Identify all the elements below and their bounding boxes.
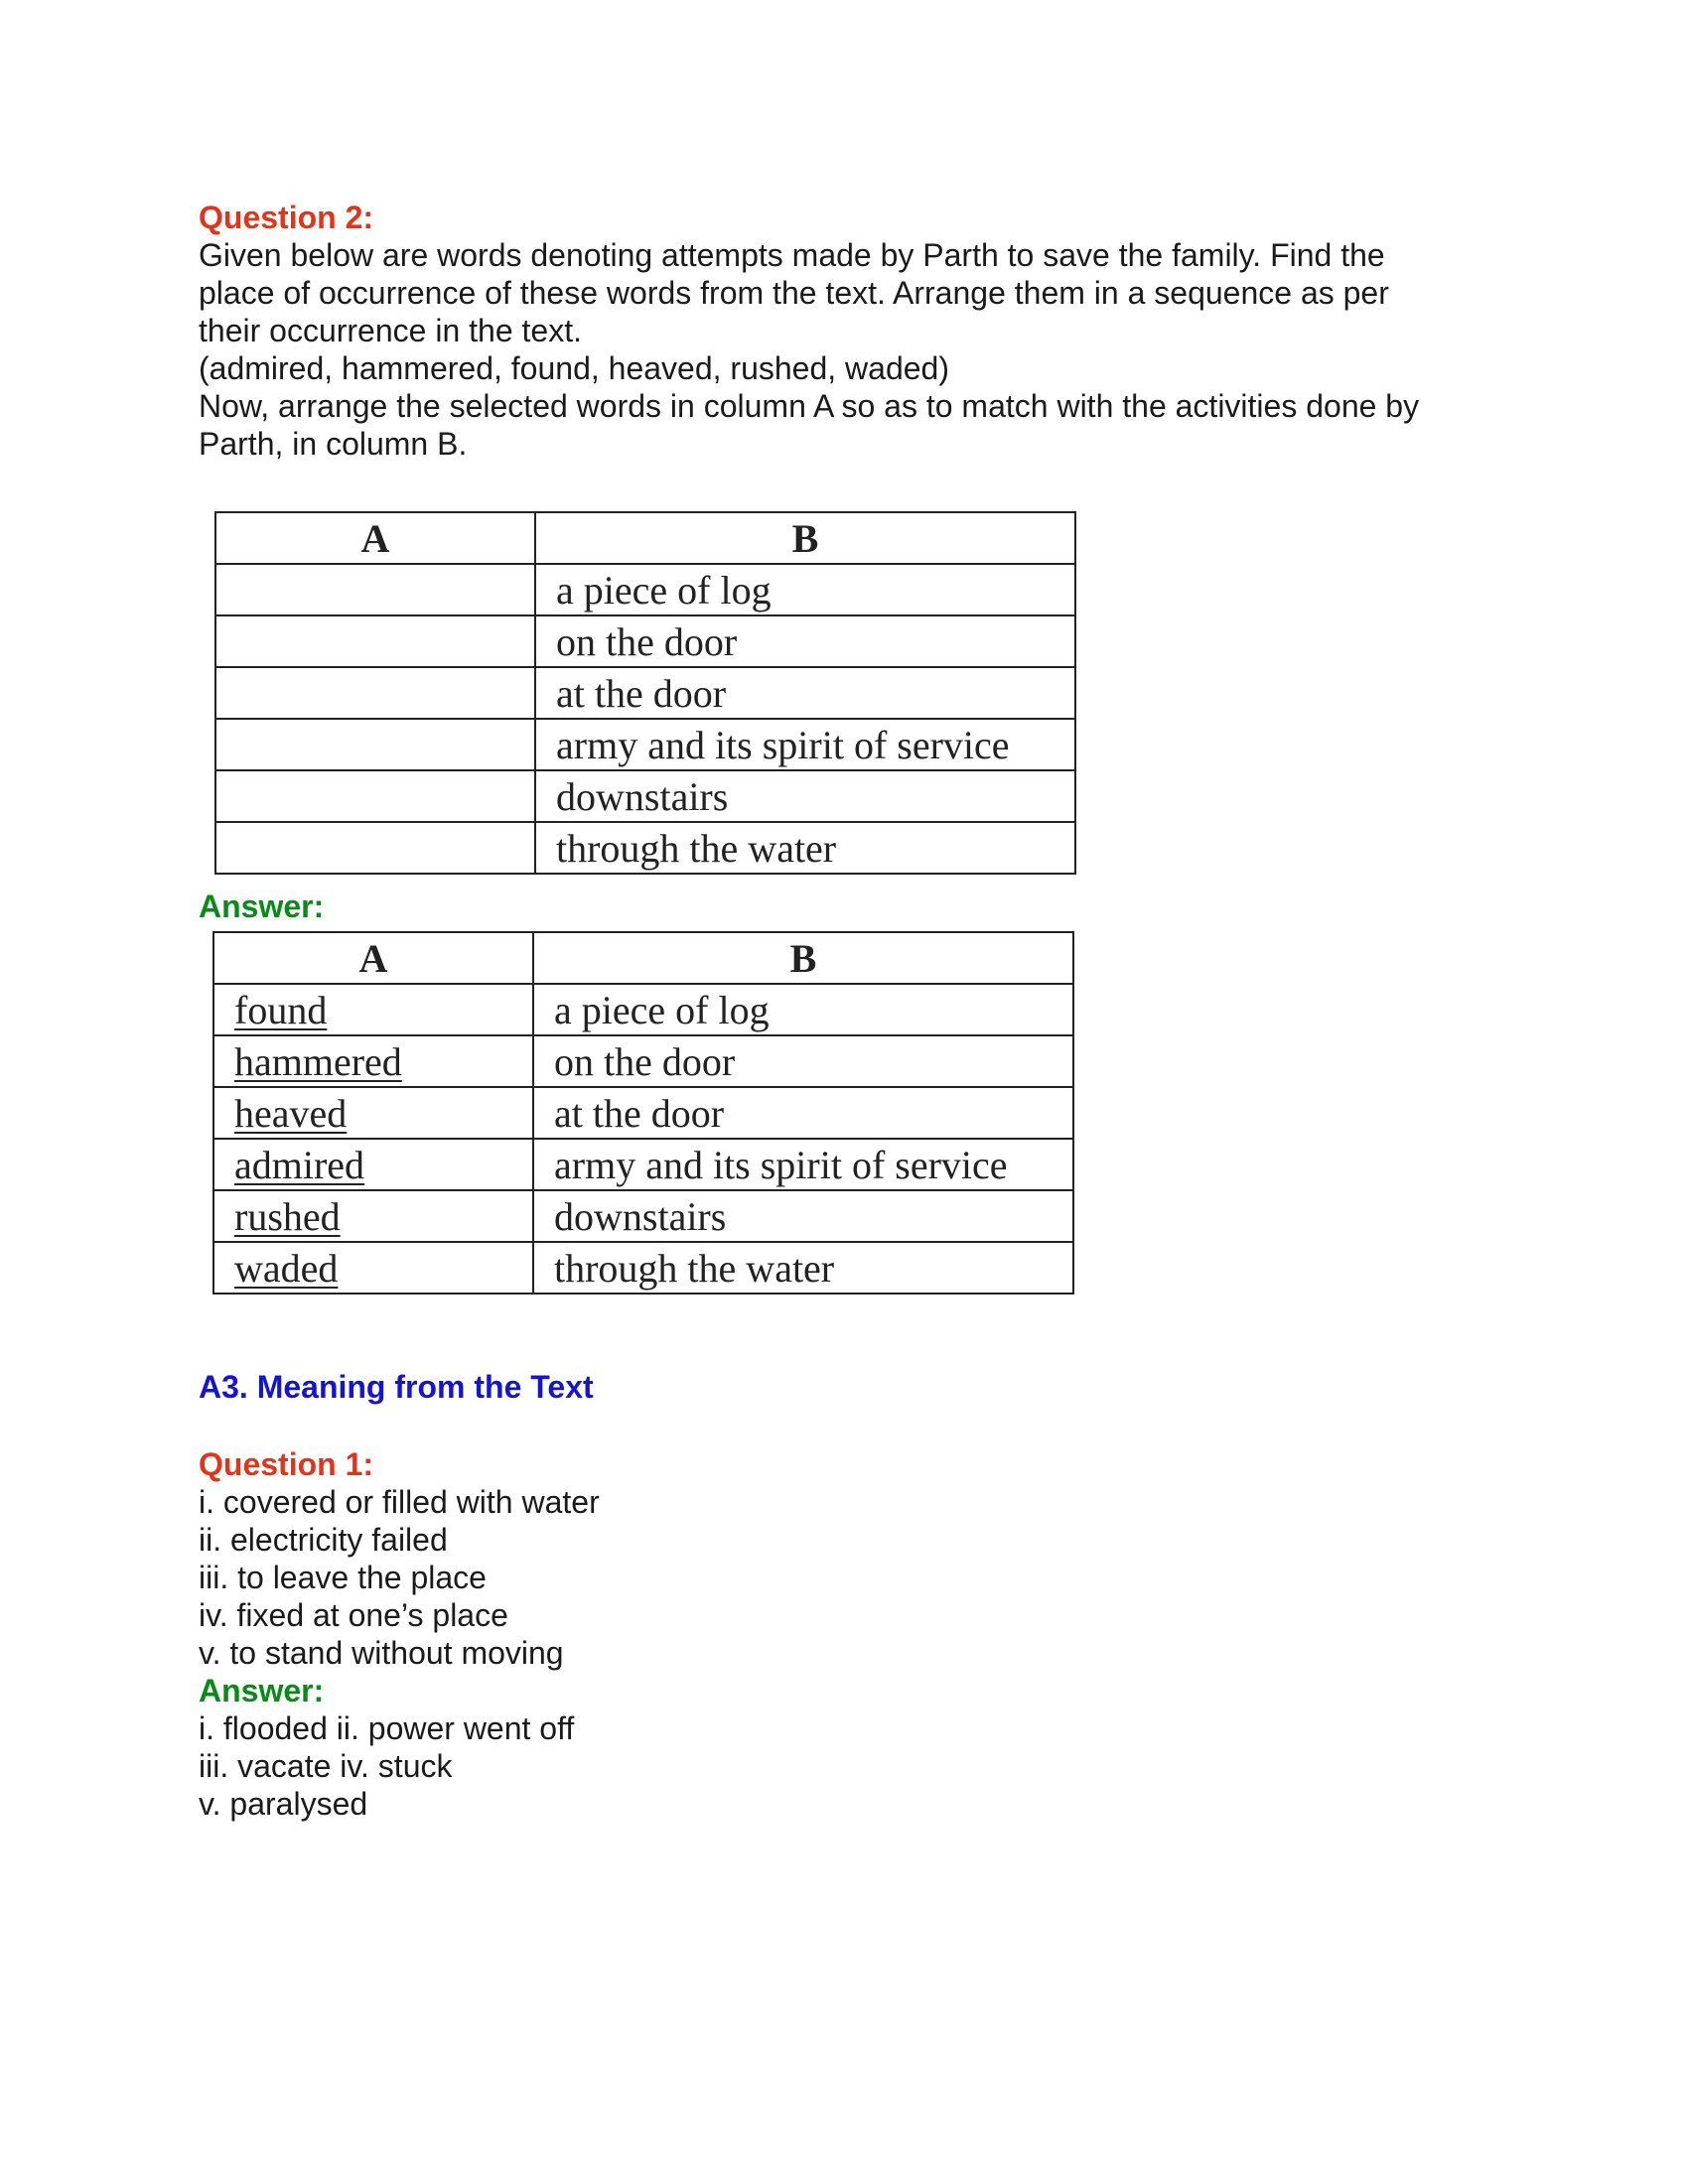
- column-b-cell: through the water: [535, 822, 1075, 874]
- table-row: [213, 984, 1073, 1035]
- column-b-cell: on the door: [533, 1035, 1073, 1087]
- question-2-line: Given below are words denoting attempts made by Parth to save the family. Find the: [199, 237, 1385, 273]
- document-page: [199, 199, 1509, 463]
- answer-word: found: [234, 987, 328, 1032]
- table-row: [215, 719, 1075, 770]
- column-b-cell: through the water: [533, 1242, 1073, 1294]
- question-1-answer-line: iii. vacate iv. stuck: [199, 1748, 453, 1784]
- question-1-item: v. to stand without moving: [199, 1635, 564, 1671]
- column-b-cell: at the door: [535, 667, 1075, 719]
- table-row: [215, 770, 1075, 822]
- table-row: [215, 564, 1075, 615]
- blank-cell: [215, 564, 535, 615]
- column-a-header: A: [213, 932, 533, 984]
- table-row: [213, 1035, 1073, 1087]
- answer-word: heaved: [234, 1090, 348, 1136]
- table-header-row: [215, 512, 1075, 564]
- answer-word: hammered: [234, 1038, 402, 1084]
- blank-cell: [215, 770, 535, 822]
- column-b-cell: a piece of log: [533, 984, 1073, 1035]
- column-b-header: B: [533, 932, 1073, 984]
- blank-cell: [215, 667, 535, 719]
- question-2-line: Now, arrange the selected words in column A so as to match with the activities done by: [199, 388, 1420, 424]
- table-row: [215, 615, 1075, 667]
- question-1-item: i. covered or filled with water: [199, 1484, 600, 1520]
- table-row: [213, 1139, 1073, 1190]
- question-1-label: Question 1:: [199, 1446, 374, 1482]
- question-1-item: ii. electricity failed: [199, 1522, 448, 1558]
- table-row: [213, 1242, 1073, 1294]
- answer-word: waded: [234, 1245, 339, 1291]
- answer-word: admired: [234, 1142, 365, 1187]
- blank-cell: [215, 719, 535, 770]
- table-row: [215, 822, 1075, 874]
- question-2-answer-label: Answer:: [199, 888, 325, 924]
- table-row: [213, 1087, 1073, 1139]
- question-2-line: Parth, in column B.: [199, 426, 468, 462]
- question-1-answer-line: i. flooded ii. power went off: [199, 1710, 575, 1746]
- section-heading: A3. Meaning from the Text: [199, 1369, 594, 1405]
- column-b-cell: downstairs: [535, 770, 1075, 822]
- blank-cell: [215, 615, 535, 667]
- column-a-header: A: [215, 512, 535, 564]
- answer-word: rushed: [234, 1193, 341, 1239]
- question-1-item: iii. to leave the place: [199, 1560, 487, 1595]
- answer-match-table: [212, 931, 1074, 1295]
- question-1-answer-line: v. paralysed: [199, 1786, 368, 1822]
- table-row: [213, 1190, 1073, 1242]
- question-2-line: place of occurrence of these words from the text. Arrange them in a sequence as per: [199, 275, 1389, 311]
- column-b-cell: downstairs: [533, 1190, 1073, 1242]
- question-1-item: iv. fixed at one’s place: [199, 1597, 508, 1633]
- question-2-line: their occurrence in the text.: [199, 313, 582, 348]
- blank-cell: [215, 822, 535, 874]
- question-2-line: (admired, hammered, found, heaved, rushed, waded): [199, 350, 949, 386]
- column-b-cell: a piece of log: [535, 564, 1075, 615]
- column-b-cell: army and its spirit of service: [533, 1139, 1073, 1190]
- question-2-text: [199, 236, 1509, 463]
- column-b-cell: at the door: [533, 1087, 1073, 1139]
- table-header-row: [213, 932, 1073, 984]
- column-b-header: B: [535, 512, 1075, 564]
- question-2-label: Question 2:: [199, 200, 374, 235]
- question-1-answer-label: Answer:: [199, 1673, 325, 1708]
- column-b-cell: on the door: [535, 615, 1075, 667]
- table-row: [215, 667, 1075, 719]
- column-b-cell: army and its spirit of service: [535, 719, 1075, 770]
- question-match-table: [214, 511, 1076, 875]
- question-1-block: [199, 1445, 600, 1823]
